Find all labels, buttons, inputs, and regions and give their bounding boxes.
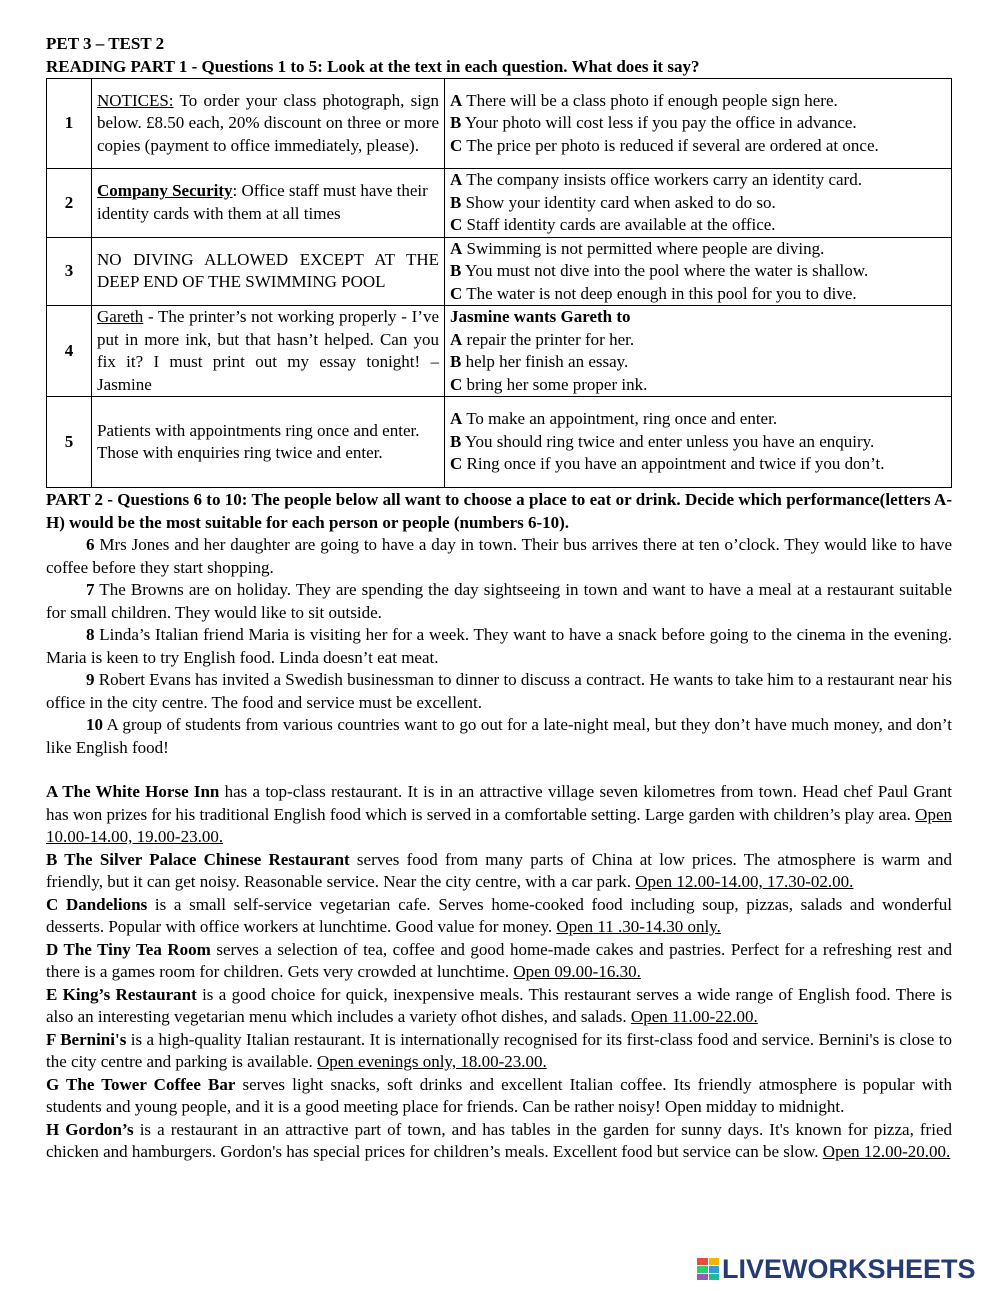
- place-d: D The Tiny Tea Room serves a selection of tea, coffee and good home-made cakes and pastries. Perfect for a refreshing rest and there is a games room for children. Gets very crowded at lunchtime. Open 09.00-16.30.: [46, 939, 952, 981]
- place-g: G The Tower Coffee Bar serves light snacks, soft drinks and excellent Italian coffee. Its friendly atmosphere is popular with students and young people, and it is a good meeting place for friends. Can be rather noisy! Open midday to midnight.: [46, 1074, 952, 1116]
- option-c[interactable]: C Staff identity cards are available at the office.: [450, 215, 776, 234]
- option-c[interactable]: C bring her some proper ink.: [450, 374, 648, 394]
- option-b[interactable]: B Show your identity card when asked to do so.: [450, 192, 776, 212]
- place-e: E King’s Restaurant is a good choice for quick, inexpensive meals. This restaurant serves a wide range of English food. There is also an interesting vegetarian menu which includes a variety ofhot dishes, and salads. Open 11.00-22.00.: [46, 984, 952, 1026]
- answer-options: [445, 397, 952, 488]
- notice-text: NOTICES: To order your class photograph, sign below. £8.50 each, 20% discount on three or more copies (payment to office immediately, please).: [92, 79, 445, 169]
- notice-text: NO DIVING ALLOWED EXCEPT AT THE DEEP END OF THE SWIMMING POOL: [92, 237, 445, 306]
- question-stem: Jasmine wants Gareth to: [450, 307, 631, 326]
- question-number: 2: [47, 169, 92, 238]
- place-b: B The Silver Palace Chinese Restaurant serves food from many parts of China at low prices. The atmosphere is warm and friendly, but it can get noisy. Reasonable service. Near the city centre, with a car park. Open 12.00-14.00, 17.30-02.00.: [46, 849, 952, 891]
- option-a[interactable]: A The company insists office workers carry an identity card.: [450, 170, 862, 189]
- question-row-5: [47, 397, 952, 488]
- option-a[interactable]: A repair the printer for her.: [450, 329, 635, 349]
- liveworksheets-logo-icon: [697, 1258, 719, 1280]
- question-number: 4: [47, 306, 92, 397]
- part1-instruction: READING PART 1 - Questions 1 to 5: Look at the text in each question. What does it say?: [46, 56, 700, 76]
- option-a[interactable]: A There will be a class photo if enough people sign here.: [450, 90, 838, 110]
- person-8: 8 Linda’s Italian friend Maria is visiting her for a week. They want to have a snack before going to the cinema in the evening. Maria is keen to try English food. Linda doesn’t eat meat.: [46, 625, 952, 667]
- question-row-2: [47, 169, 952, 238]
- option-a[interactable]: A To make an appointment, ring once and enter.: [450, 409, 778, 429]
- test-title: PET 3 – TEST 2: [46, 34, 165, 53]
- answer-options: [445, 306, 952, 397]
- notice-text: Company Security: Office staff must have their identity cards with them at all times: [92, 169, 445, 238]
- place-c: C Dandelions is a small self-service vegetarian cafe. Serves home-cooked food including soup, pizzas, salads and wonderful desserts. Popular with office workers at lunchtime. Good value for money. Open 11 .30-14.30 only.: [46, 894, 952, 936]
- place-h: H Gordon’s is a restaurant in an attractive part of town, and has tables in the garden for sunny days. It's known for pizza, fried chicken and hamburgers. Gordon's has special prices for children’s meals. Excellent food but service can be slow. Open 12.00-20.00.: [46, 1119, 952, 1161]
- option-b[interactable]: B Your photo will cost less if you pay the office in advance.: [450, 113, 857, 133]
- question-row-3: [47, 237, 952, 306]
- place-f: F Bernini's is a high-quality Italian restaurant. It is internationally recognised for its first-class food and service. Bernini's is close to the city centre and parking is available. Open evenings only, 18.00-23.00.: [46, 1029, 952, 1071]
- liveworksheets-logo-text: LIVEWORKSHEETS: [722, 1254, 976, 1284]
- answer-options: [445, 169, 952, 238]
- option-b[interactable]: B You must not dive into the pool where the water is shallow.: [450, 261, 869, 280]
- part1-table: [46, 78, 952, 488]
- option-c[interactable]: C The price per photo is reduced if several are ordered at once.: [450, 135, 879, 155]
- notice-text: Gareth - The printer’s not working properly - I’ve put in more ink, but that hasn’t helped. Can you fix it? I must print out my essay tonight! – Jasmine: [92, 306, 445, 397]
- option-b[interactable]: B help her finish an essay.: [450, 352, 629, 371]
- worksheet-page: [46, 33, 952, 1164]
- answer-options: [445, 79, 952, 169]
- option-a[interactable]: A Swimming is not permitted where people are diving.: [450, 238, 825, 258]
- part2-instruction: PART 2 - Questions 6 to 10: The people below all want to choose a place to eat or drink. Decide which performance(letters A-H) would be the most suitable for each person or people (numbers 6-10).: [46, 490, 952, 532]
- place-a: A The White Horse Inn has a top-class restaurant. It is in an attractive village seven kilometres from town. Head chef Paul Grant has won prizes for his traditional English food which is served in a comfortable setting. Large garden with children’s play area. Open 10.00-14.00, 19.00-23.00.: [46, 782, 952, 846]
- question-number: 5: [47, 397, 92, 488]
- person-9: 9 Robert Evans has invited a Swedish businessman to dinner to discuss a contract. He wants to take him to a restaurant near his office in the city centre. The food and service must be excellent.: [46, 670, 952, 712]
- question-row-4: [47, 306, 952, 397]
- question-row-1: [47, 79, 952, 169]
- liveworksheets-logo: [697, 1254, 976, 1284]
- question-number: 1: [47, 79, 92, 169]
- person-7: 7 The Browns are on holiday. They are spending the day sightseeing in town and want to have a meal at a restaurant suitable for small children. They would like to sit outside.: [46, 580, 952, 622]
- notice-text: Patients with appointments ring once and enter. Those with enquiries ring twice and enter.: [92, 397, 445, 488]
- person-10: 10 A group of students from various countries want to go out for a late-night meal, but they don’t have much money, and don’t like English food!: [46, 715, 952, 757]
- question-number: 3: [47, 237, 92, 306]
- option-c[interactable]: C Ring once if you have an appointment and twice if you don’t.: [450, 454, 885, 474]
- option-c[interactable]: C The water is not deep enough in this pool for you to dive.: [450, 283, 857, 303]
- option-b[interactable]: B You should ring twice and enter unless you have an enquiry.: [450, 431, 875, 451]
- answer-options: [445, 237, 952, 306]
- person-6: 6 Mrs Jones and her daughter are going to have a day in town. Their bus arrives there at ten o’clock. They would like to have coffee before they start shopping.: [46, 535, 952, 577]
